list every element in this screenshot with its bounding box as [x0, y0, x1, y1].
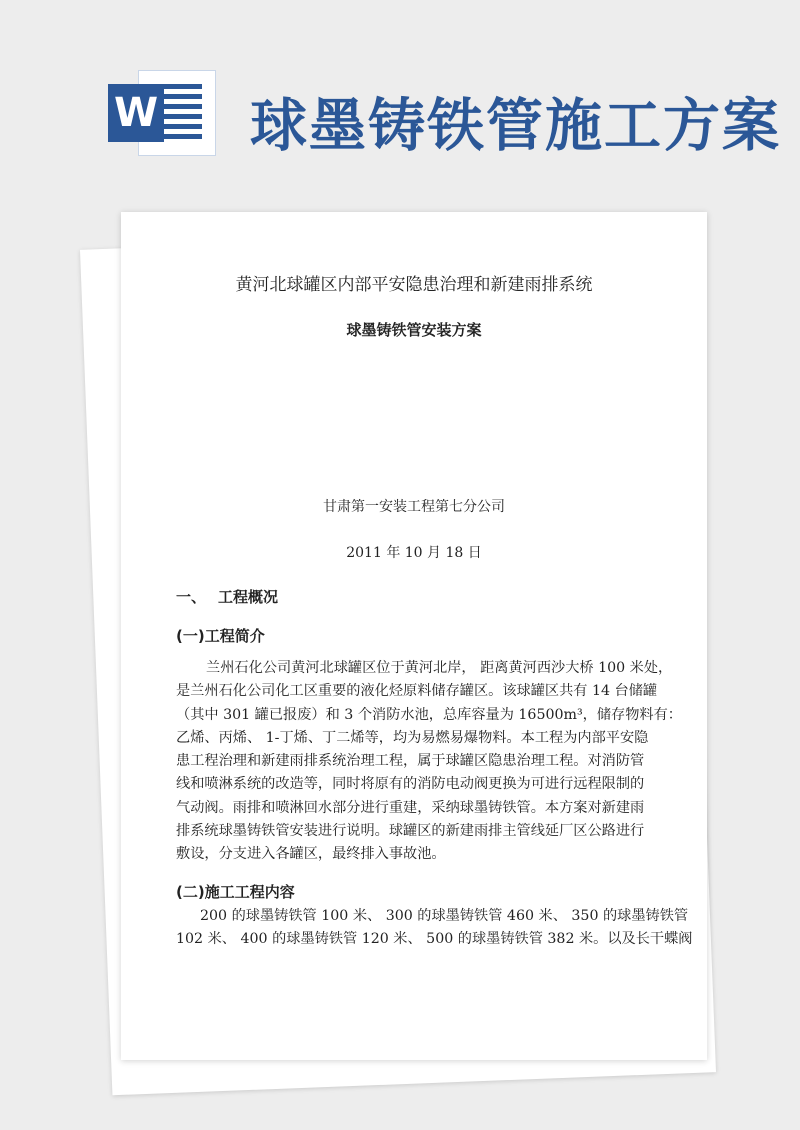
document-date: 2011 年 10 月 18 日: [346, 545, 482, 561]
paragraph-line: 200 的球墨铸铁管 100 米、 300 的球墨铸铁管 460 米、 350 的球墨铸铁管: [200, 908, 689, 924]
section-number: 一、: [176, 588, 207, 606]
paragraph-line: 兰州石化公司黄河北球罐区位于黄河北岸， 距离黄河西沙大桥 100 米处，: [206, 660, 673, 676]
paragraph-line: 敷设，分支进入各罐区，最终排入事故池。: [176, 846, 446, 863]
subsection-heading: (一)工程简介: [176, 627, 265, 645]
organization-name: 甘肃第一安装工程第七分公司: [323, 499, 505, 515]
paragraph-construction-content: [176, 905, 693, 952]
page-title: 球墨铸铁管施工方案: [250, 93, 781, 159]
paragraph-project-intro: [176, 657, 684, 867]
document-subtitle: 球墨铸铁管安装方案: [346, 321, 482, 339]
section-heading: [176, 586, 278, 607]
paragraph-line: （其中 301 罐已报废）和 3 个消防水池，总库容量为 16500m³，储存物料有：: [176, 706, 682, 723]
paragraph-line: 患工程治理和新建雨排系统治理工程，属于球罐区隐患治理工程。对消防管: [176, 753, 645, 770]
subsection-heading: (二)施工工程内容: [176, 883, 295, 901]
paragraph-line: 是兰州石化公司化工区重要的液化烃原料储存罐区。该球罐区共有 14 台储罐: [176, 683, 658, 700]
paragraph-line: 排系统球墨铸铁管安装进行说明。球罐区的新建雨排主管线延厂区公路进行: [176, 823, 645, 840]
section-label: 工程概况: [218, 588, 279, 606]
word-icon: [108, 70, 216, 156]
document-page: [121, 212, 707, 1060]
paragraph-line: 气动阀。雨排和喷淋回水部分进行重建，采纳球墨铸铁管。本方案对新建雨: [176, 799, 645, 816]
word-icon-letter: W: [108, 84, 164, 142]
paragraph-line: 乙烯、丙烯、 1-丁烯、丁二烯等，均为易燃易爆物料。本工程为内部平安隐: [176, 729, 649, 746]
paragraph-line: 线和喷淋系统的改造等，同时将原有的消防电动阀更换为可进行远程限制的: [176, 776, 645, 793]
paragraph-line: 102 米、 400 的球墨铸铁管 120 米、 500 的球墨铸铁管 382 米。以及长干蝶阀: [176, 931, 693, 948]
document-title: 黄河北球罐区内部平安隐患治理和新建雨排系统: [235, 275, 593, 295]
